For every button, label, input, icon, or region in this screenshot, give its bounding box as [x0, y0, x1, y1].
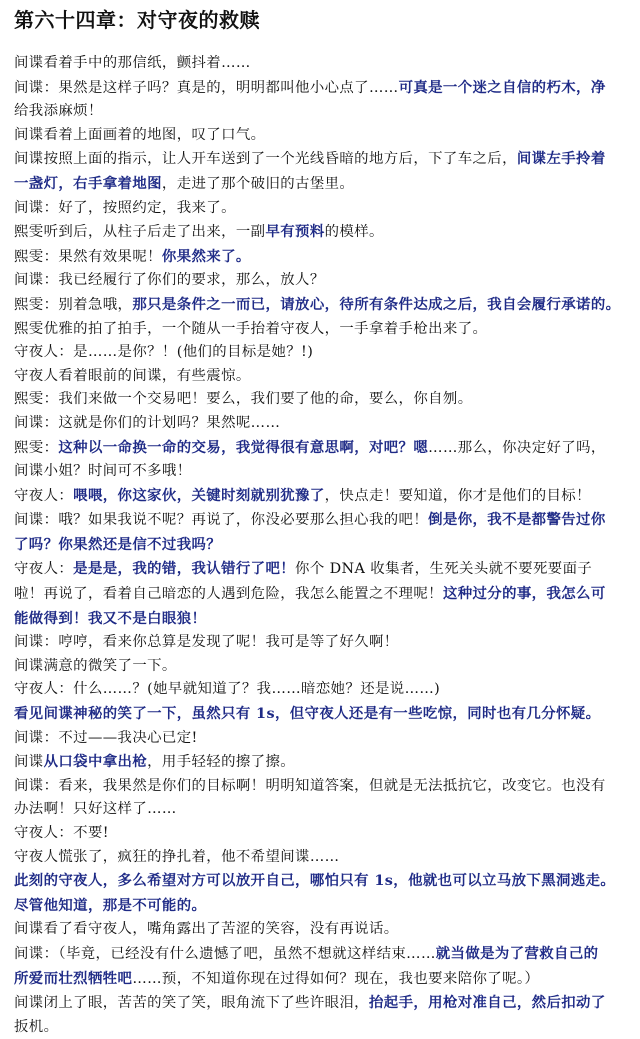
text-segment: 间谍小姐？时间可不多哦！ — [14, 463, 192, 480]
text-line — [14, 557, 626, 582]
text-line — [14, 655, 626, 679]
chapter-title: 第六十四章：对守夜的救赎 — [14, 8, 260, 32]
text-segment: 间谍看了看守夜人，嘴角露出了苦涩的笑容，没有再说话。 — [14, 921, 399, 938]
text-segment: 熙雯优雅的拍了拍手，一个随从一手抬着守夜人，一手拿着手枪出来了。 — [14, 320, 488, 337]
text-segment: 守夜人： — [14, 487, 74, 504]
text-segment: ……那么，你决定好了吗， — [428, 439, 606, 456]
highlighted-text: 所爱而壮烈牺牲吧 — [14, 969, 133, 987]
text-line — [14, 269, 626, 293]
text-segment: 守夜人： — [14, 561, 74, 578]
text-segment: ，走进了那个破旧的古堡里。 — [161, 175, 355, 192]
text-segment: ……预，不知道你现在过得如何？现在，我也要来陪你了呢。） — [132, 970, 540, 987]
text-segment: ，快点走！要知道，你才是他们的目标！ — [324, 487, 591, 504]
text-segment: 熙雯：果然有效果呢！ — [14, 248, 162, 265]
highlighted-text: 尽管他知道，那是不可能的。 — [14, 896, 207, 914]
text-line — [14, 942, 626, 967]
highlighted-text: 间谍左手拎着 — [516, 150, 606, 168]
text-line — [14, 318, 626, 342]
text-line — [14, 869, 626, 894]
text-line — [14, 822, 626, 846]
text-line — [14, 52, 626, 76]
text-line — [14, 341, 626, 365]
text-segment: 间谍满意的微笑了一下。 — [14, 657, 177, 674]
text-segment: 守夜人看着眼前的间谍，有些震惊。 — [14, 367, 251, 384]
text-segment: 间谍：不过——我决心已定! — [14, 729, 198, 746]
text-segment: 间谍按照上面的指示，让人开车送到了一个光线昏暗的地方后，下了车之后， — [14, 151, 517, 168]
text-line — [14, 1016, 626, 1039]
text-segment: 办法啊！只好这样了…… — [14, 801, 177, 818]
text-line — [14, 147, 626, 172]
text-line — [14, 220, 626, 245]
text-line — [14, 678, 626, 702]
text-line — [14, 388, 626, 412]
text-segment: 间谍：哼哼，看来你总算是发现了呢！我可是等了好久啊！ — [14, 634, 399, 651]
text-segment: 守夜人：什么……？(她早就知道了？我……暗恋她？还是说……) — [14, 681, 441, 698]
text-line — [14, 582, 626, 607]
text-segment: 熙雯听到后，从柱子后走了出来，一副 — [14, 224, 266, 241]
highlighted-text: 可真是一个迷之自信的朽木，净 — [398, 78, 606, 96]
highlighted-text: 抬起手，用枪对准自己，然后扣动了 — [368, 994, 606, 1012]
text-line — [14, 484, 626, 509]
text-line — [14, 775, 626, 799]
highlighted-text: 这种以一命换一命的交易，我觉得很有意思啊，对吧？嗯 — [58, 438, 429, 456]
text-line — [14, 172, 626, 197]
text-segment: 间谍 — [14, 754, 44, 771]
highlighted-text: 从口袋中拿出枪 — [43, 753, 148, 771]
text-segment: 间谍看着上面画着的地图，叹了口气。 — [14, 126, 266, 143]
text-line — [14, 798, 626, 822]
text-segment: ，用手轻轻的擦了擦。 — [147, 754, 296, 771]
text-line — [14, 76, 626, 101]
text-segment: 给我添麻烦！ — [14, 103, 103, 120]
highlighted-text: 这种过分的事，我怎么可 — [442, 585, 606, 603]
highlighted-text: 能做得到！我又不是白眼狼！ — [14, 609, 207, 627]
text-segment: 间谍：看来，我果然是你们的目标啊！明明知道答案，但就是无法抵抗它，改变它。也没有 — [14, 777, 606, 794]
text-line — [14, 460, 626, 484]
text-segment: 间谍：这就是你们的计划吗？果然呢…… — [14, 414, 281, 431]
highlighted-text: 看见间谍神秘的笑了一下，虽然只有 1s，但守夜人还是有一些吃惊，同时也有几分怀疑。 — [14, 705, 601, 723]
text-line — [14, 436, 626, 461]
text-segment: 啦！再说了，看着自己暗恋的人遇到危险，我怎么能置之不理呢！ — [14, 586, 443, 603]
text-line — [14, 124, 626, 148]
text-segment: 间谍：我已经履行了你们的要求，那么，放人？ — [14, 272, 325, 289]
text-line — [14, 293, 626, 318]
text-line — [14, 197, 626, 221]
story-body — [14, 52, 626, 1039]
text-segment: 间谍：好了，按照约定，我来了。 — [14, 199, 236, 216]
text-line — [14, 894, 626, 919]
text-segment: 间谍看着手中的那信纸，颤抖着…… — [14, 55, 251, 71]
text-segment: 你个 DNA 收集者，生死关头就不要死要面子 — [295, 561, 593, 578]
text-line — [14, 991, 626, 1016]
text-segment: 守夜人慌张了，疯狂的挣扎着，他不希望间谍…… — [14, 848, 340, 865]
text-line — [14, 846, 626, 870]
text-segment: 守夜人：是……是你？！(他们的目标是她？!) — [14, 344, 314, 361]
text-segment: 熙雯：我们来做一个交易吧！要么，我们要了他的命，要么，你自刎。 — [14, 391, 473, 408]
text-segment: 的模样。 — [324, 224, 384, 241]
text-line — [14, 508, 626, 533]
highlighted-text: 就当做是为了营救自己的 — [435, 944, 599, 962]
text-line — [14, 702, 626, 727]
text-line — [14, 100, 626, 124]
text-line — [14, 727, 626, 751]
text-segment: 守夜人：不要! — [14, 825, 109, 841]
highlighted-text: 喂喂，你这家伙，关键时刻就别犹豫了 — [73, 486, 325, 504]
text-line — [14, 918, 626, 942]
highlighted-text: 了吗？你果然还是信不过我吗？ — [14, 535, 222, 553]
highlighted-text: 你果然来了。 — [161, 247, 251, 265]
text-segment: 熙雯：别着急哦， — [14, 296, 133, 313]
text-line — [14, 607, 626, 632]
text-line — [14, 365, 626, 389]
highlighted-text: 那只是条件之一而已，请放心，待所有条件达成之后，我自会履行承诺的。 — [132, 295, 621, 313]
highlighted-text: 此刻的守夜人，多么希望对方可以放开自己，哪怕只有 1s，他就也可以立马放下黑洞逃走。 — [14, 872, 616, 890]
text-segment: 熙雯： — [14, 439, 59, 456]
text-line — [14, 967, 626, 992]
text-segment: 间谍：（毕竟，已经没有什么遗憾了吧，虽然不想就这样结束…… — [14, 945, 436, 962]
text-segment: 间谍闭上了眼，苦苦的笑了笑，眼角流下了些许眼泪， — [14, 995, 369, 1012]
highlighted-text: 一盏灯，右手拿着地图 — [14, 174, 162, 192]
text-line — [14, 412, 626, 436]
text-segment: 扳机。 — [14, 1018, 59, 1035]
text-line — [14, 631, 626, 655]
highlighted-text: 是是是，我的错，我认错行了吧！ — [73, 560, 296, 578]
text-line — [14, 750, 626, 775]
text-line — [14, 245, 626, 270]
text-segment: 间谍：果然是这样子吗？真是的，明明都叫他小心点了…… — [14, 79, 399, 96]
text-line — [14, 533, 626, 558]
text-segment: 间谍：哦？如果我说不呢？再说了，你没必要那么担心我的吧！ — [14, 512, 429, 529]
highlighted-text: 早有预料 — [265, 223, 325, 241]
highlighted-text: 倒是你，我不是都警告过你 — [428, 511, 606, 529]
